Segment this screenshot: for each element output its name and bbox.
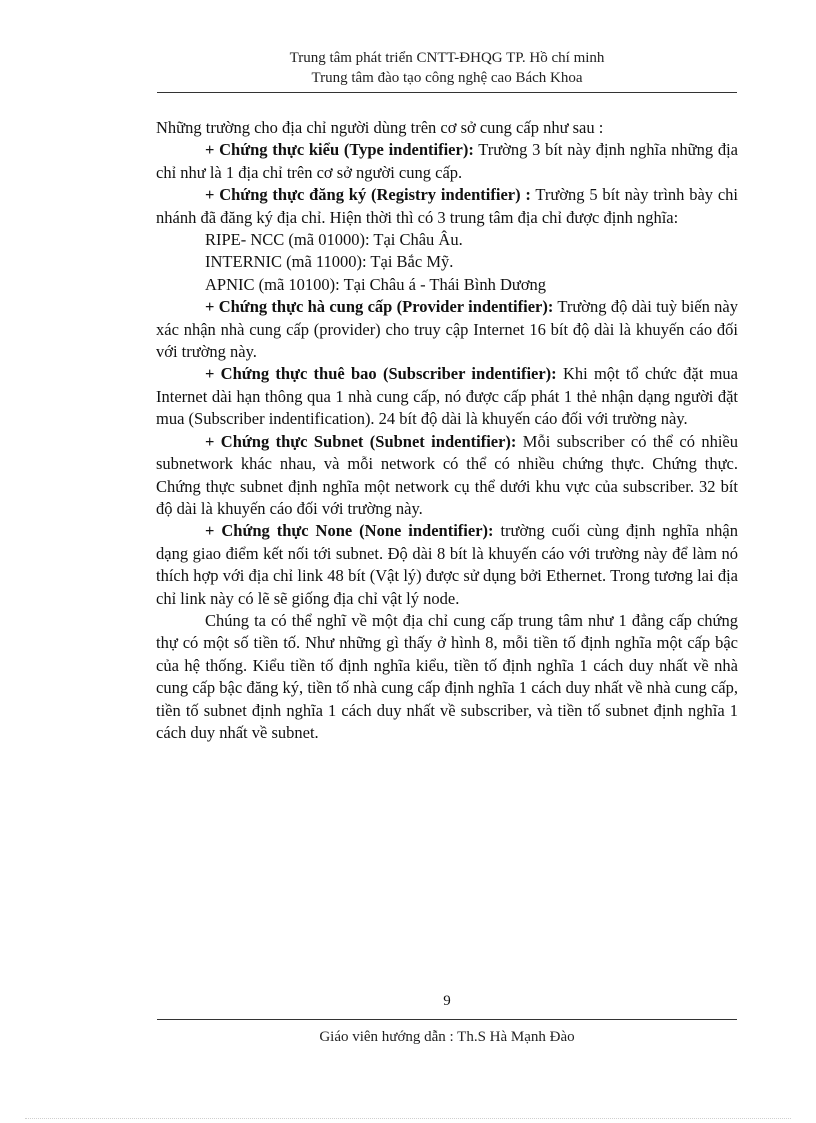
header-line-1: Trung tâm phát triển CNTT-ĐHQG TP. Hồ chí minh <box>289 50 605 66</box>
provider-identifier-label: + Chứng thực hà cung cấp (Provider indentifier): <box>205 297 554 317</box>
registry-list-item: INTERNIC (mã 11000): Tại Bắc Mỹ. <box>205 252 454 272</box>
header-divider <box>157 92 737 93</box>
subnet-identifier-label: + Chứng thực Subnet (Subnet indentifier): <box>205 431 517 451</box>
registry-identifier-label: + Chứng thực đăng ký (Registry indentifier) : <box>205 185 531 205</box>
page-edge-divider <box>25 1118 791 1119</box>
none-identifier-text: trường cuối cùng định nghĩa nhận dạng giao điểm kết nối tới subnet. Độ dài 8 bít là khuyến cáo với trường này để làm nó thích hợp với địa chỉ link 48 bít (Vật lý) được sử dụng bởi Ethernet. Trong tương lai địa chỉ link này có lẽ sẽ giống địa chỉ vật lý node. <box>156 521 738 608</box>
provider-identifier-paragraph <box>156 296 738 363</box>
conclusion-paragraph: Chúng ta có thể nghĩ về một địa chỉ cung cấp trung tâm như 1 đẳng cấp chứng thự có một số tiền tố. Như những gì thấy ở hình 8, mỗi tiền tố định nghĩa một cấp bậc của hệ thống. Kiểu tiền tố định nghĩa kiểu, tiền tố định nghĩa 1 cách duy nhất về nhà cung cấp bậc đăng ký, tiền tố nhà cung cấp định nghĩa 1 cách duy nhất về nhà cung cấp, tiền tố subnet định nghĩa 1 cách duy nhất về subscriber, và tiền tố subnet định nghĩa 1 cách duy nhất về subnet. <box>156 610 738 742</box>
registry-identifier-text: Trường 5 bít này trình bày chi nhánh đã đăng ký địa chỉ. Hiện thời thì có 3 trung tâm địa chỉ được định nghĩa: <box>156 185 738 227</box>
none-identifier-label: + Chứng thực None (None indentifier): <box>205 521 494 541</box>
page-number: 9 <box>443 993 451 1009</box>
footer-divider <box>157 1019 737 1020</box>
subscriber-identifier-paragraph <box>156 363 738 430</box>
page-header <box>157 48 737 88</box>
provider-identifier-text: Trường độ dài tuỳ biến này xác nhận nhà cung cấp (provider) cho truy cập Internet 16 bít độ dài là khuyến cáo đối với trường này. <box>156 297 738 362</box>
subnet-identifier-text: Mỗi subscriber có thể có nhiều subnetwork khác nhau, và mỗi network có thể có nhiều chứng thực. Chứng thực. Chứng thực subnet định nghĩa một network cụ thể dưới khu vực của subscriber. 32 bít độ dài là khuyến cáo đối với trường này. <box>156 431 739 518</box>
registry-list-item: RIPE- NCC (mã 01000): Tại Châu Âu. <box>205 230 463 250</box>
type-identifier-paragraph <box>156 139 738 184</box>
intro-paragraph: Những trường cho địa chỉ người dùng trên cơ sở cung cấp như sau : <box>156 118 604 137</box>
page-footer: Giáo viên hướng dẫn : Th.S Hà Mạnh Đào <box>319 1029 575 1045</box>
subnet-identifier-paragraph <box>156 431 738 521</box>
registry-list-item: APNIC (mã 10100): Tại Châu á - Thái Bình Dương <box>205 274 547 294</box>
type-identifier-label: + Chứng thực kiểu (Type indentifier): <box>205 140 474 160</box>
none-identifier-paragraph <box>156 520 738 610</box>
subscriber-identifier-label: + Chứng thực thuê bao (Subscriber indentifier): <box>205 364 557 384</box>
body-text <box>156 117 738 744</box>
registry-identifier-paragraph <box>156 184 738 229</box>
header-line-2: Trung tâm đào tạo công nghệ cao Bách Khoa <box>311 70 583 86</box>
subscriber-identifier-text: Khi một tổ chức đặt mua Internet dài hạn thông qua 1 nhà cung cấp, nó được cấp phát 1 thẻ nhận dạng người đặt mua (Subscriber indentification). 24 bít độ dài là khuyến cáo đối với trường này. <box>156 364 738 429</box>
type-identifier-text: Trường 3 bít này định nghĩa những địa chỉ như là 1 địa chỉ trên cơ sở người cung cấp. <box>156 140 738 182</box>
